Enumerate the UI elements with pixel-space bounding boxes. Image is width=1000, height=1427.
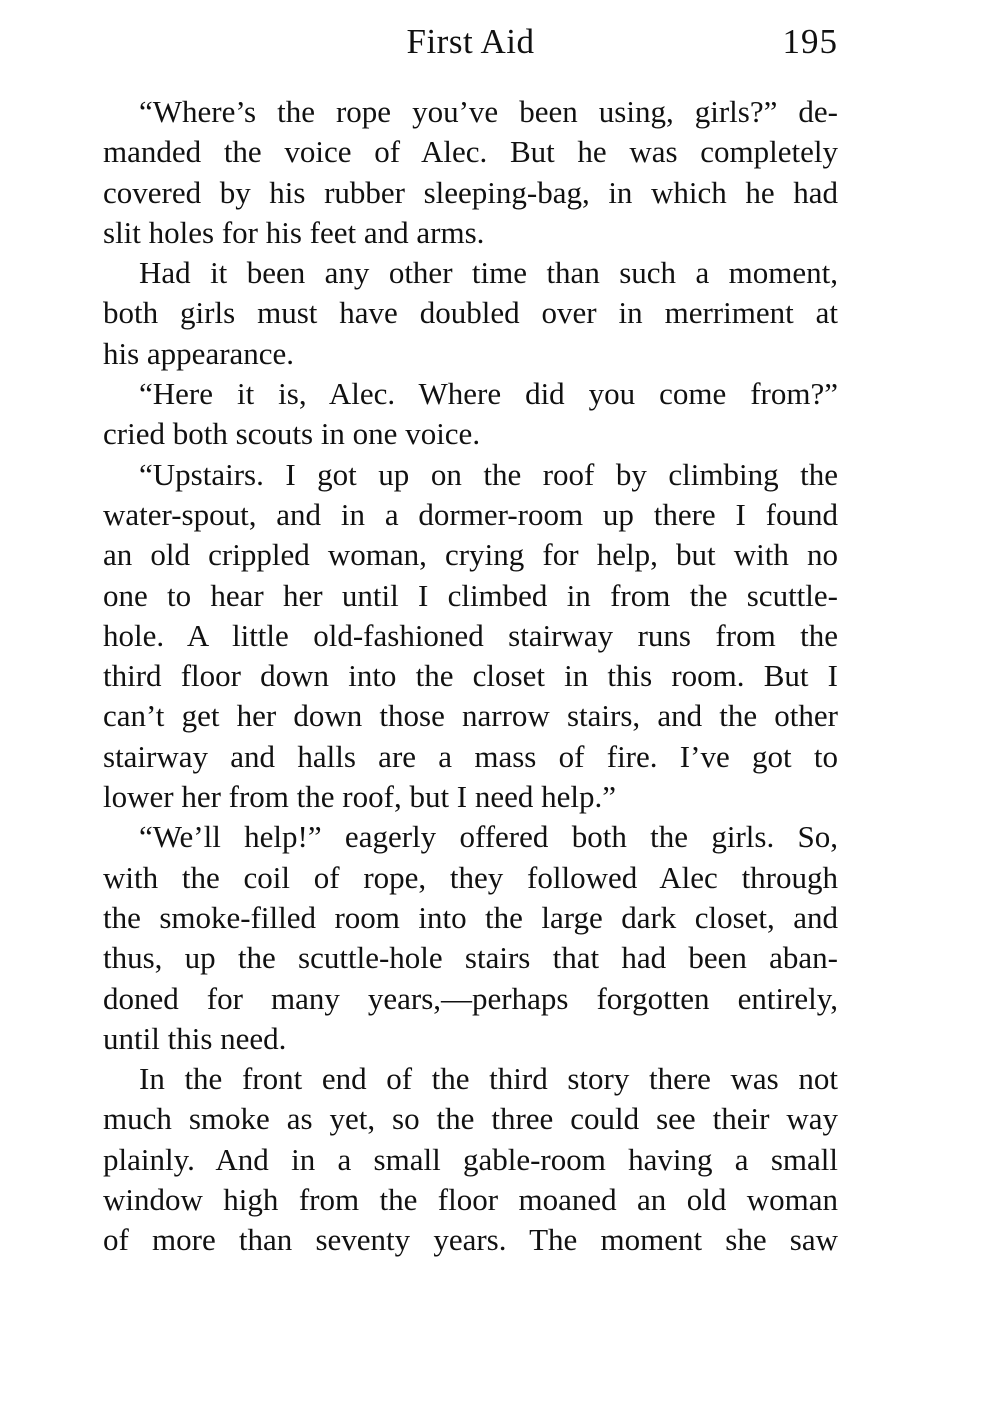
text-line: “Upstairs. I got up on the roof by climbing the bbox=[139, 456, 838, 492]
text-line: both girls must have doubled over in merriment at bbox=[103, 295, 838, 331]
text-line: “Where’s the rope you’ve been using, girls?” de- bbox=[139, 94, 838, 129]
text-line: manded the voice of Alec. But he was completely bbox=[103, 134, 838, 170]
text-line: stairway and halls are a mass of fire. I’ve got to bbox=[103, 738, 838, 774]
text-line: plainly. And in a small gable-room having a small bbox=[103, 1141, 838, 1177]
text-line: “We’ll help!” eagerly offered both the girls. So, bbox=[139, 819, 838, 855]
text-line: one to hear her until I climbed in from the scuttle- bbox=[103, 577, 838, 613]
text-line: third floor down into the closet in this room. But I bbox=[103, 658, 838, 694]
text-line: much smoke as yet, so the three could see their way bbox=[103, 1101, 838, 1137]
body-text bbox=[103, 92, 838, 1261]
text-line: In the front end of the third story there was not bbox=[139, 1061, 838, 1097]
page-number: 195 bbox=[782, 22, 838, 61]
text-line: “Here it is, Alec. Where did you come from?” bbox=[139, 376, 838, 412]
text-line: hole. A little old-fashioned stairway runs from the bbox=[103, 617, 838, 653]
text-line: with the coil of rope, they followed Alec through bbox=[103, 859, 838, 895]
text-line: cried both scouts in one voice. bbox=[103, 416, 481, 452]
text-line: doned for many years,—perhaps forgotten entirely, bbox=[103, 980, 838, 1016]
text-line: thus, up the scuttle-hole stairs that had been aban- bbox=[103, 940, 838, 976]
running-head bbox=[103, 22, 838, 72]
text-line: until this need. bbox=[103, 1020, 287, 1056]
running-title: First Aid bbox=[406, 22, 535, 61]
text-line: can’t get her down those narrow stairs, and the other bbox=[103, 698, 838, 734]
text-line: window high from the floor moaned an old woman bbox=[103, 1182, 838, 1218]
text-line: covered by his rubber sleeping-bag, in which he had bbox=[103, 174, 838, 210]
text-line: of more than seventy years. The moment she saw bbox=[103, 1222, 838, 1258]
text-line: slit holes for his feet and arms. bbox=[103, 214, 485, 250]
text-line: Had it been any other time than such a moment, bbox=[139, 255, 838, 291]
text-line: an old crippled woman, crying for help, but with no bbox=[103, 537, 838, 573]
text-line: lower her from the roof, but I need help.” bbox=[103, 779, 617, 815]
text-line: the smoke-filled room into the large dark closet, and bbox=[103, 899, 838, 935]
text-line: water-spout, and in a dormer-room up there I found bbox=[103, 496, 838, 532]
text-line: his appearance. bbox=[103, 335, 295, 371]
